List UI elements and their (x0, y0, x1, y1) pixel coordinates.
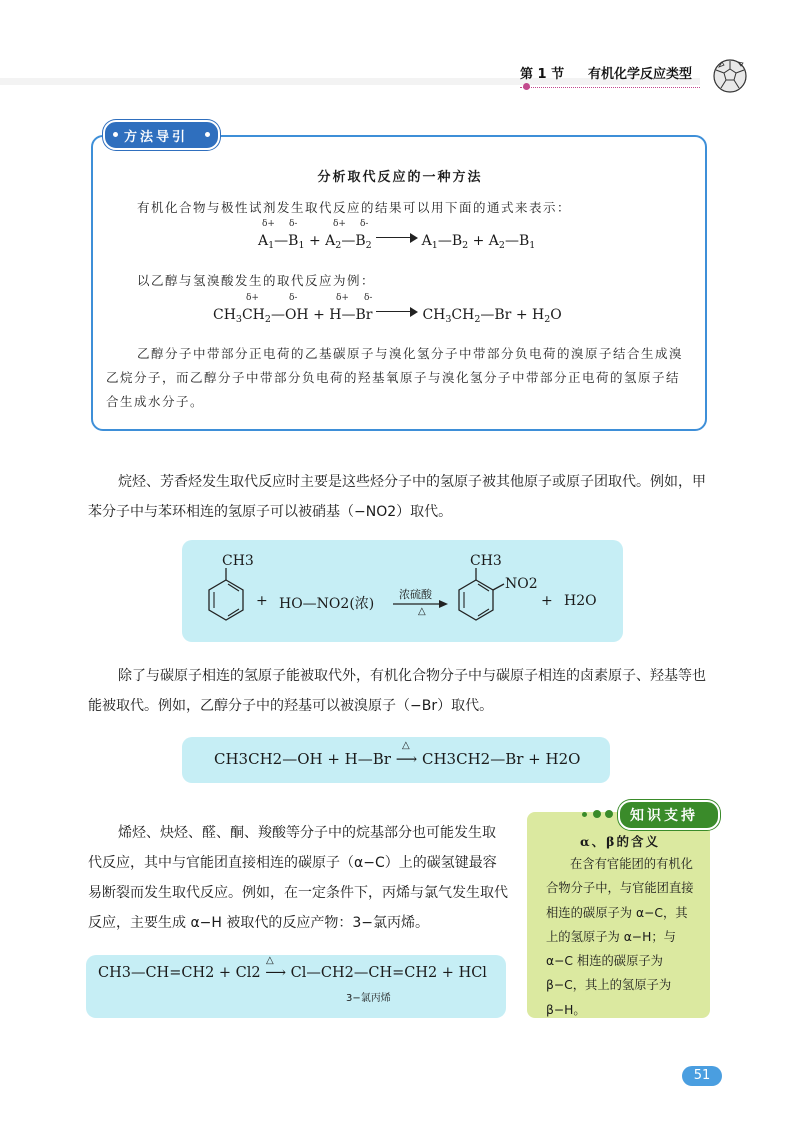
nitric-acid: HO—NO2(浓) (279, 596, 375, 612)
paragraph-2: 除了与碳原子相连的氢原子能被取代外，有机化合物分子中与碳原子相连的卤素原子、羟基等也能被取代。例如，乙醇分子中的羟基可以被溴原子（−Br）取代。 (88, 668, 706, 714)
reaction-arrow (376, 307, 418, 317)
product-nitro: NO2 (505, 576, 538, 592)
heat-symbol: △ (418, 606, 426, 617)
plus-sign: + (541, 593, 553, 609)
section-title: 有机化学反应类型 (588, 67, 693, 82)
paragraph-3: 烯烃、炔烃、醛、酮、羧酸等分子中的烷基部分也可能发生取代反应，其中与官能团直接相连的碳原子（α−C）上的碳氢键最容易断裂而发生取代反应。例如，在一定条件下，丙烯与氯气发生取代反应，主要生成 α−H 被取代的反应产物：3−氯丙烯。 (88, 825, 508, 931)
sidebar-dot (582, 812, 587, 817)
fullerene-icon (712, 58, 748, 94)
method-guide-example-intro: 以乙醇与氢溴酸发生的取代反应为例： (137, 273, 376, 288)
knowledge-support-label: 知识支持 (630, 808, 698, 824)
reaction-arrow (376, 233, 418, 243)
heat-symbol: △ (402, 740, 410, 751)
tab-dot (205, 132, 210, 137)
example-equation: δ+ δ- δ+ δ- $CH_3CH_2—OH$ + H—Br $CH_3CH_2—Br + H_2O$ (213, 293, 562, 325)
page-number: 51 (682, 1066, 722, 1086)
paragraph-1: 烷烃、芳香烃发生取代反应时主要是这些烃分子中的氢原子被其他原子或原子团取代。例如，甲苯分子中与苯环相连的氢原子可以被硝基（−NO2）取代。 (88, 474, 706, 520)
section-number: 第 1 节 (520, 67, 565, 82)
plus-sign: + (256, 593, 268, 609)
sidebar-dot (593, 810, 601, 818)
sidebar-title: α、β的含义 (580, 834, 660, 849)
knowledge-support-tab (618, 800, 720, 830)
condition-catalyst: 浓硫酸 (399, 588, 432, 601)
sidebar-text: 在含有官能团的有机化合物分子中，与官能团直接相连的碳原子为 α−C，其上的氢原子为 α−H；与 α−C 相连的碳原子为 β−C，其上的氢原子为 β−H。 (546, 857, 694, 1017)
method-guide-tab (103, 120, 220, 150)
method-guide-explanation: 乙醇分子中带部分正电荷的乙基碳原子与溴化氢分子中带部分负电荷的溴原子结合生成溴乙烷分子，而乙醇分子中带部分负电荷的羟基氧原子与溴化氢分子中带部分正电荷的氢原子结合生成水分子。 (106, 346, 684, 409)
product-methyl: CH3 (470, 553, 502, 569)
sidebar-dot (605, 810, 613, 818)
product-label: 3−氯丙烯 (346, 993, 391, 1004)
ethanol-equation: CH3CH2—OH + H—Br ⟶ CH3CH2—Br + H2O (214, 750, 581, 768)
method-guide-tab-label: 方法导引 (124, 130, 189, 145)
general-equation: δ+ δ- δ+ δ- $A_1—B_1$ + $A_2—B_2$ $A_1—B_2$ + $A_2—B_1$ (258, 219, 536, 251)
header-rule (520, 87, 700, 88)
method-guide-heading: 分析取代反应的一种方法 (317, 170, 483, 185)
water: H2O (564, 593, 597, 609)
propene-equation: CH3—CH=CH2 + Cl2 ⟶ Cl—CH2—CH=CH2 + HCl (98, 965, 487, 981)
method-guide-intro: 有机化合物与极性试剂发生取代反应的结果可以用下面的通式来表示： (137, 200, 572, 215)
heat-symbol: △ (266, 955, 274, 966)
toluene-methyl: CH3 (222, 553, 254, 569)
tab-dot (113, 132, 118, 137)
